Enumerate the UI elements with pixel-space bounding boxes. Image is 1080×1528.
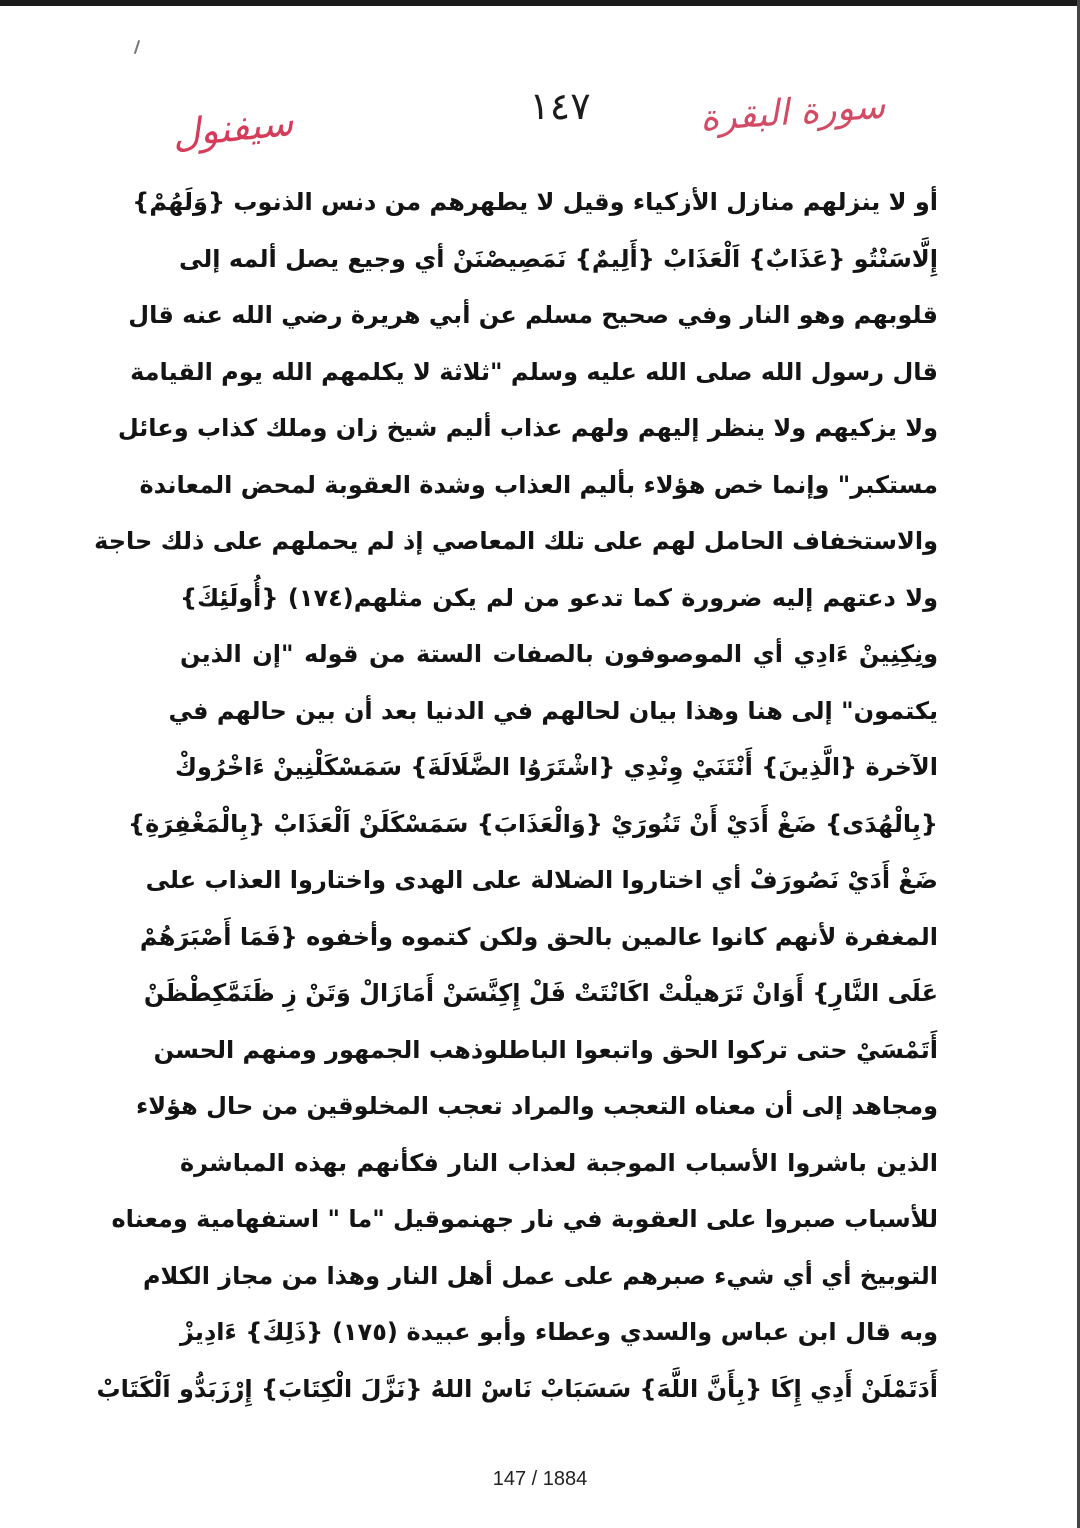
text-line: ضَغْ أَدَيْ نَصُورَفْ أي اختاروا الضلالة على الهدى واختاروا العذاب على	[145, 866, 938, 894]
text-line: إِلَّاسَنْتُو {عَذَابٌ} اَلْعَذَابْ {أَلِيمٌ} نَمَصِيصْنَنْ أي وجيع يصل ألمه إلى	[178, 244, 938, 273]
text-line: مستكبر" وإنما خص هؤلاء بأليم العذاب وشدة العقوبة لمحض المعاندة	[139, 470, 938, 499]
text-line: الذين باشروا الأسباب الموجبة لعذاب النار فكأنهم بهذه المباشرة	[180, 1148, 938, 1177]
text-line: ومجاهد إلى أن معناه التعجب والمراد تعجب المخلوقين من حال هؤلاء	[135, 1092, 938, 1120]
stray-pen-mark	[134, 40, 140, 54]
text-line: أو لا ينزلهم منازل الأزكياء وقيل لا يطهرهم من دنس الذنوب {وَلَهُمْ}	[132, 188, 938, 216]
text-line: قال رسول الله صلى الله عليه وسلم "ثلاثة لا يكلمهم الله يوم القيامة	[130, 357, 938, 386]
text-line: والاستخفاف الحامل لهم على تلك المعاصي إذ لم يحملهم على ذلك حاجة	[94, 527, 938, 555]
handwritten-author-note: سيفنول	[170, 99, 296, 157]
text-line: قلوبهم وهو النار وفي صحيح مسلم عن أبي هريرة رضي الله عنه قال	[128, 301, 938, 329]
page-indicator: 147 / 1884	[492, 1468, 588, 1490]
text-line: ونِكِنِينْ ءَادِي أي الموصوفون بالصفات الستة من قوله "إن الذين	[180, 640, 938, 668]
text-line: التوبيخ أي أي شيء صبرهم على عمل أهل النار وهذا من مجاز الكلام	[142, 1261, 938, 1290]
text-line: أَدَتَمْلَنْ أَدِي إِكَا {بِأَنَّ اللَّهَ} سَسَبَابْ نَاسْ اللهُ {نَزَّلَ الْكِتَابَ} إِرْزَبَدُّو اَلْكَتَابْ	[96, 1374, 938, 1403]
body-text	[94, 174, 938, 1417]
text-line: {بِالْهُدَى} ضَغْ أَدَيْ أَنْ تَنُورَيْ {وَالْعَذَابَ} سَمَسْكَلَنْ اَلْعَذَابْ {بِالْمَغْفِرَةِ}	[127, 809, 938, 838]
text-line: للأسباب صبروا على العقوبة في نار جهنموقيل "ما " استفهامية ومعناه	[111, 1205, 938, 1233]
handwritten-surah-note: سورة البقرة	[698, 85, 887, 140]
page-number: ١٤٧	[529, 84, 591, 128]
text-line: ولا يزكيهم ولا ينظر إليهم ولهم عذاب أليم شيخ زان وملك كذاب وعائل	[117, 414, 938, 442]
text-line: عَلَى النَّارِ} أَوَانْ تَرَهيلْتْ اكَانْتَتْ فَلْ إِكِنَّسَنْ أَمَازَالْ وَتَنْ زِ ظَنَمَّكِطْظَنْ	[143, 979, 938, 1007]
text-line: أَتَمْسَيْ حتى تركوا الحق واتبعوا الباطلوذهب الجمهور ومنهم الحسن	[153, 1035, 938, 1064]
text-line: الآخرة {الَّذِينَ} أَنْتَنَيْ وِنْدِي {اشْتَرَوُا الضَّلَالَةَ} سَمَسْكَلْنِينْ ءَاخْرُوكْ	[174, 753, 938, 781]
text-line: يكتمون" إلى هنا وهذا بيان لحالهم في الدنيا بعد أن بين حالهم في	[168, 696, 938, 725]
text-line: المغفرة لأنهم كانوا عالمين بالحق ولكن كتموه وأخفوه {فَمَا أَصْبَرَهُمْ	[139, 922, 938, 951]
text-line: ولا دعتهم إليه ضرورة كما تدعو من لم يكن مثلهم(١٧٤) {أُولَئِكَ}	[180, 583, 938, 612]
text-line: وبه قال ابن عباس والسدي وعطاء وأبو عبيدة (١٧٥) {ذَلِكَ} ءَادِيزْ	[180, 1318, 938, 1346]
